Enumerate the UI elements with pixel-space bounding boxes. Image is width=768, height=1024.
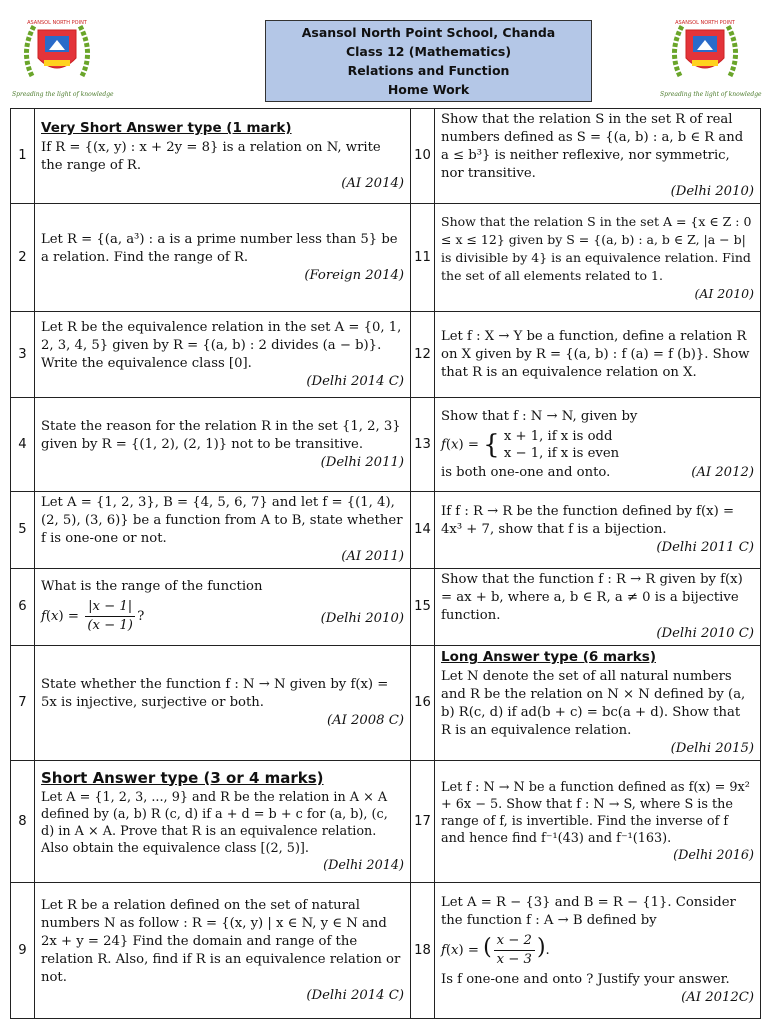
school-crest-icon — [18, 12, 96, 88]
section-heading-long: Long Answer type (6 marks) — [441, 649, 656, 665]
topic-name: Relations and Function — [347, 63, 510, 78]
function-formula: f(x) = ( $\frac{x - 2}{x - 3}$ ). — [441, 933, 550, 967]
question-text: Let f : X → Y be a function, define a relation R on X given by R = {(a, b) : f (a) = f (b)}. Show that R is an equivalence relation on X. — [441, 328, 750, 380]
question-cell — [435, 204, 761, 312]
question-text: Let A = {1, 2, 3}, B = {4, 5, 6, 7} and let f = {(1, 4), (2, 5), (3, 6)} be a function from A to B, state whether f is one-one or not. — [41, 495, 403, 546]
question-cell — [435, 109, 761, 204]
question-text: Let R be the equivalence relation in the set A = {0, 1, 2, 3, 4, 5} given by R = {(a, b) : 2 divides (a − b)}. Write the equivalence class [0]. — [41, 319, 402, 371]
question-text: If R = {(x, y) : x + 2y = 8} is a relation on N, write the range of R. — [41, 140, 381, 173]
question-number: 6 — [11, 569, 35, 646]
table-row — [11, 398, 761, 492]
question-source: (Delhi 2014) — [323, 857, 404, 873]
school-crest-icon — [666, 12, 744, 88]
question-source: (Delhi 2011) — [320, 454, 404, 470]
section-heading-very-short: Very Short Answer type (1 mark) — [41, 120, 292, 136]
range-formula: f(x) = $\frac{|x - 1|}{(x - 1)}$ ? — [41, 598, 145, 633]
question-number: 18 — [411, 883, 435, 1019]
question-text-tail: is both one-one and onto. — [441, 464, 611, 480]
question-text: Show that f : N → N, given by — [441, 408, 638, 424]
table-row — [11, 312, 761, 398]
question-cell — [35, 398, 411, 492]
question-number: 1 — [11, 109, 35, 204]
question-cell — [35, 646, 411, 761]
question-text: Show that the function f : R → R given by f(x) = ax + b, where a, b ∈ R, a ≠ 0 is a bijective function. — [441, 572, 743, 623]
question-number: 3 — [11, 312, 35, 398]
question-cell — [435, 761, 761, 883]
question-source: (AI 2011) — [341, 549, 404, 564]
question-number: 10 — [411, 109, 435, 204]
formula-case-even: x − 1, if x is even — [503, 445, 620, 461]
question-text: State the reason for the relation R in the set {1, 2, 3} given by R = {(1, 2), (2, 1)} not to be transitive. — [41, 418, 401, 452]
table-row — [11, 761, 761, 883]
question-source: (Delhi 2014 C) — [306, 987, 404, 1003]
question-number: 13 — [411, 398, 435, 492]
question-source: (Delhi 2010 C) — [656, 626, 754, 641]
assignment-type: Home Work — [387, 82, 470, 97]
question-number: 8 — [11, 761, 35, 883]
question-cell — [435, 398, 761, 492]
question-cell — [435, 569, 761, 646]
question-source: (Delhi 2016) — [673, 848, 754, 863]
table-row — [11, 883, 761, 1019]
header-title-box — [265, 20, 592, 102]
school-name: Asansol North Point School, Chanda — [301, 25, 556, 40]
question-number: 9 — [11, 883, 35, 1019]
question-text: Show that the relation S in the set R of real numbers defined as S = {(a, b) : a, b ∈ R and a ≤ b³} is neither reflexive, nor symmetric, nor transitive. — [441, 112, 744, 181]
question-number: 11 — [411, 204, 435, 312]
question-text: What is the range of the function — [41, 578, 263, 594]
question-text: Show that the relation S in the set A = {x ∈ Z : 0 ≤ x ≤ 12} given by S = {(a, b) : a, b ∈ Z, |a − b| is divisible by 4} is an equivalence relation. Find the set of all elements related to 1. — [441, 213, 752, 283]
question-text-tail: Is f one-one and onto ? Justify your answer. — [441, 972, 730, 987]
question-number: 2 — [11, 204, 35, 312]
question-cell — [35, 204, 411, 312]
question-source: (Delhi 2014 C) — [306, 373, 404, 389]
school-logo-left — [12, 12, 114, 98]
question-text: Let A = R − {3} and B = R − {1}. Consider the function f : A → B defined by — [441, 895, 736, 928]
question-cell — [435, 312, 761, 398]
question-cell — [35, 761, 411, 883]
homework-table — [10, 108, 761, 1019]
table-row — [11, 569, 761, 646]
question-number: 12 — [411, 312, 435, 398]
piecewise-formula: f(x) = { x + 1, if x is odd x − 1, if x is even — [441, 428, 620, 461]
question-source: (Delhi 2010) — [320, 610, 404, 626]
question-text: Let R be a relation defined on the set of natural numbers N as follow : R = {(x, y) | x ∈ N, y ∈ N and 2x + y = 24} Find the domain and range of the relation R. Also, find if R is an equivalence relation or not. — [41, 897, 401, 985]
question-source: (Foreign 2014) — [304, 267, 404, 283]
table-row — [11, 492, 761, 569]
school-motto: Spreading the light of knowledge — [12, 91, 114, 98]
question-text: Let f : N → N be a function defined as f(x) = 9x² + 6x − 5. Show that f : N → S, where S is the range of f, is invertible. Find the inverse of f and hence find f⁻¹(43) and f⁻¹(163). — [441, 780, 750, 846]
question-cell — [35, 312, 411, 398]
class-name: Class 12 (Mathematics) — [345, 44, 512, 59]
question-text: Let A = {1, 2, 3, ..., 9} and R be the relation in A × A defined by (a, b) R (c, d) if a + d = b + c for (a, b), (c, d) in A × A. Prove that R is an equivalence relation. Also obtain the equivalence class [(2, 5)]. — [41, 789, 388, 856]
formula-numerator: x − 2 — [494, 932, 535, 951]
question-number: 14 — [411, 492, 435, 569]
formula-denominator: x − 3 — [496, 952, 532, 967]
question-text: State whether the function f : N → N given by f(x) = 5x is injective, surjective or both. — [41, 677, 389, 710]
question-source: (AI 2014) — [341, 176, 404, 191]
question-text: If f : R → R be the function defined by f(x) = 4x³ + 7, show that f is a bijection. — [441, 504, 735, 537]
formula-case-odd: x + 1, if x is odd — [503, 428, 613, 444]
school-motto: Spreading the light of knowledge — [660, 91, 762, 98]
question-source: (Delhi 2010) — [670, 184, 754, 199]
section-heading-short: Short Answer type (3 or 4 marks) — [41, 768, 324, 787]
question-source: (AI 2010) — [694, 285, 754, 301]
table-row — [11, 646, 761, 761]
formula-denominator: (x − 1) — [87, 617, 133, 633]
formula-numerator: |x − 1| — [85, 598, 135, 617]
question-text: Let N denote the set of all natural numbers and R be the relation on N × N defined by (a, b) R(c, d) if ad(b + c) = bc(a + d). Show that R is an equivalence relation. — [441, 669, 746, 738]
question-cell — [35, 569, 411, 646]
question-cell — [435, 883, 761, 1019]
school-logo-right — [660, 12, 762, 98]
question-cell — [35, 109, 411, 204]
question-cell — [35, 492, 411, 569]
question-number: 4 — [11, 398, 35, 492]
question-number: 5 — [11, 492, 35, 569]
question-cell — [435, 492, 761, 569]
question-text-continued — [441, 464, 754, 482]
svg-text:ASANSOL NORTH POINT: ASANSOL NORTH POINT — [675, 20, 735, 26]
question-number: 7 — [11, 646, 35, 761]
question-source: (AI 2012) — [691, 464, 754, 480]
question-cell — [435, 646, 761, 761]
svg-text:ASANSOL NORTH POINT: ASANSOL NORTH POINT — [27, 20, 87, 26]
question-number: 17 — [411, 761, 435, 883]
question-source: (Delhi 2015) — [670, 741, 754, 756]
question-number: 16 — [411, 646, 435, 761]
question-number: 15 — [411, 569, 435, 646]
question-cell — [35, 883, 411, 1019]
question-source: (Delhi 2011 C) — [656, 540, 754, 555]
question-source: (AI 2008 C) — [326, 713, 404, 728]
question-text: Let R = {(a, a³) : a is a prime number less than 5} be a relation. Find the range of R. — [41, 231, 398, 265]
question-source: (AI 2012C) — [681, 990, 754, 1005]
table-row — [11, 204, 761, 312]
table-row — [11, 109, 761, 204]
